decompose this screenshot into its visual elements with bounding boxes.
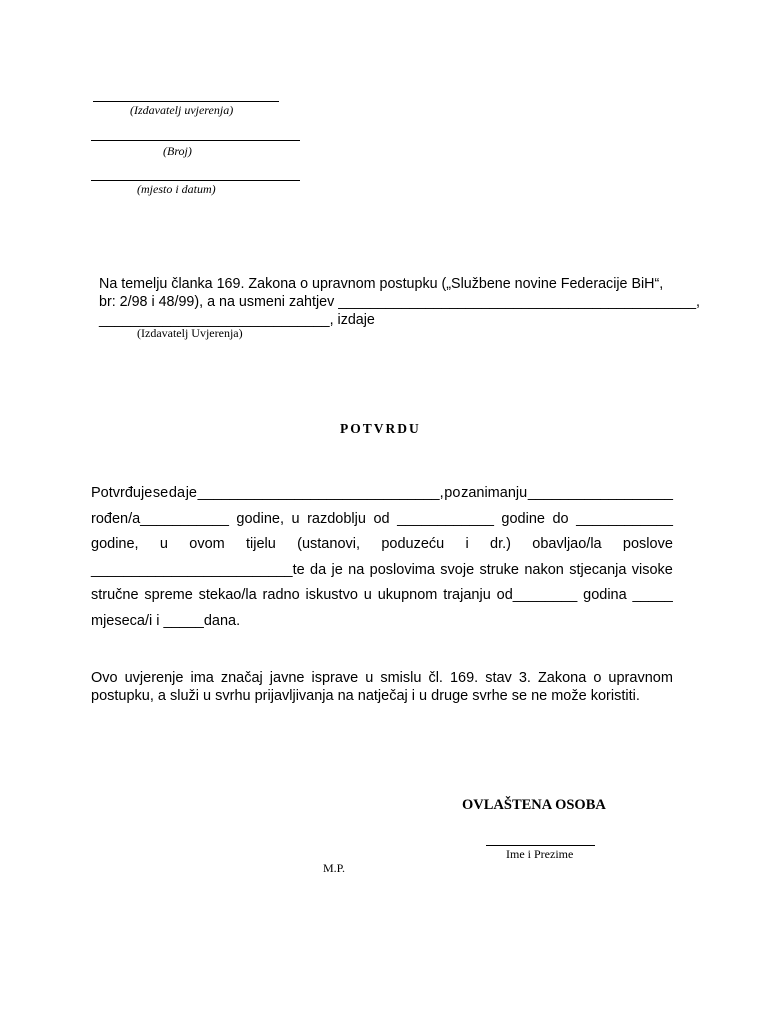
body-line-2 (91, 511, 673, 527)
issuer-blank-line (93, 101, 279, 102)
place-date-blank-line (91, 180, 300, 181)
word: ______________________________, (197, 485, 444, 501)
word: je (185, 485, 197, 501)
word: svoje (440, 562, 475, 578)
word: u (363, 587, 372, 603)
word: u (159, 536, 168, 552)
word: značaj (220, 670, 263, 686)
body-line-3 (91, 536, 673, 552)
word: javne (269, 670, 305, 686)
word: Ovo (91, 670, 118, 686)
word: od (373, 511, 390, 527)
intro-issuer-caption: (Izdavatelj Uvjerenja) (137, 326, 243, 340)
word: razdoblju (307, 511, 366, 527)
intro-line-2: br: 2/98 i 48/99), a na usmeni zahtjev _____________________________________________, (99, 294, 700, 310)
word: poslovima (369, 562, 435, 578)
word: čl. (428, 670, 443, 686)
word: obavljao/la (532, 536, 602, 552)
word: iskustvo (305, 587, 358, 603)
word: od________ (496, 587, 578, 603)
word: i (465, 536, 469, 552)
word: poslove (622, 536, 673, 552)
intro-line-1: Na temelju članka 169. Zakona o upravnom postupku („Službene novine Federacije BiH“, (99, 276, 664, 292)
word: spreme (144, 587, 193, 603)
word: godine, (236, 511, 284, 527)
authorized-person-heading: OVLAŠTENA OSOBA (462, 797, 606, 813)
word: da (310, 562, 327, 578)
word: uvjerenje (124, 670, 184, 686)
word: ovom (189, 536, 225, 552)
word: upravnom (608, 670, 673, 686)
word: stjecanja (569, 562, 627, 578)
issuer-caption: (Izdavatelj uvjerenja) (130, 103, 234, 117)
word: se (152, 485, 169, 501)
intro-line-3: _____________________________, izdaje (99, 312, 375, 328)
word: godine, (91, 536, 139, 552)
word: 3. (518, 670, 531, 686)
word: rođen/a___________ (91, 511, 229, 527)
body-line-4 (91, 562, 673, 578)
word: godina (583, 587, 627, 603)
word: Potvrđuje (91, 485, 153, 501)
word: je (331, 562, 343, 578)
word: do (552, 511, 569, 527)
name-caption: Ime i Prezime (506, 847, 574, 861)
word: zanimanju (461, 485, 528, 501)
word: (ustanovi, (297, 536, 361, 552)
word: na (348, 562, 365, 578)
word: struke (479, 562, 519, 578)
document-title: POTVRDU (340, 421, 421, 436)
word: isprave (311, 670, 359, 686)
word: tijelu (246, 536, 276, 552)
number-caption: (Broj) (163, 144, 192, 158)
word: __________________ (527, 485, 673, 501)
body-line-5 (91, 587, 673, 603)
word: stav (485, 670, 512, 686)
word: smislu (380, 670, 422, 686)
word: Zakona (537, 670, 587, 686)
word: trajanju (443, 587, 491, 603)
body-line-6: mjeseca/i i _____dana. (91, 613, 241, 629)
word: ima (190, 670, 214, 686)
place-date-caption: (mjesto i datum) (137, 182, 216, 196)
stamp-label: M.P. (323, 861, 346, 875)
word: ukupnom (377, 587, 438, 603)
word: o (593, 670, 602, 686)
word: godine (501, 511, 545, 527)
word: u (365, 670, 374, 686)
number-blank-line (91, 140, 300, 141)
word: poduzeću (381, 536, 445, 552)
word: stekao/la (198, 587, 257, 603)
word: u (291, 511, 300, 527)
word: ____________ (576, 511, 673, 527)
word: nakon (524, 562, 564, 578)
word: visoke (631, 562, 673, 578)
word: po (444, 485, 461, 501)
word: _________________________te (91, 562, 305, 578)
word: dr.) (490, 536, 511, 552)
notice-line-2: postupku, a služi u svrhu prijavljivanja na natječaj i u druge svrhe se ne može koristiti. (91, 688, 640, 704)
word: radno (262, 587, 300, 603)
signature-blank-line (486, 845, 595, 846)
word: da (168, 485, 186, 501)
word: 169. (449, 670, 479, 686)
word: stručne (91, 587, 139, 603)
notice-line-1 (91, 670, 673, 686)
word: ____________ (397, 511, 494, 527)
body-line-1 (91, 485, 673, 501)
word: _____ (632, 587, 673, 603)
